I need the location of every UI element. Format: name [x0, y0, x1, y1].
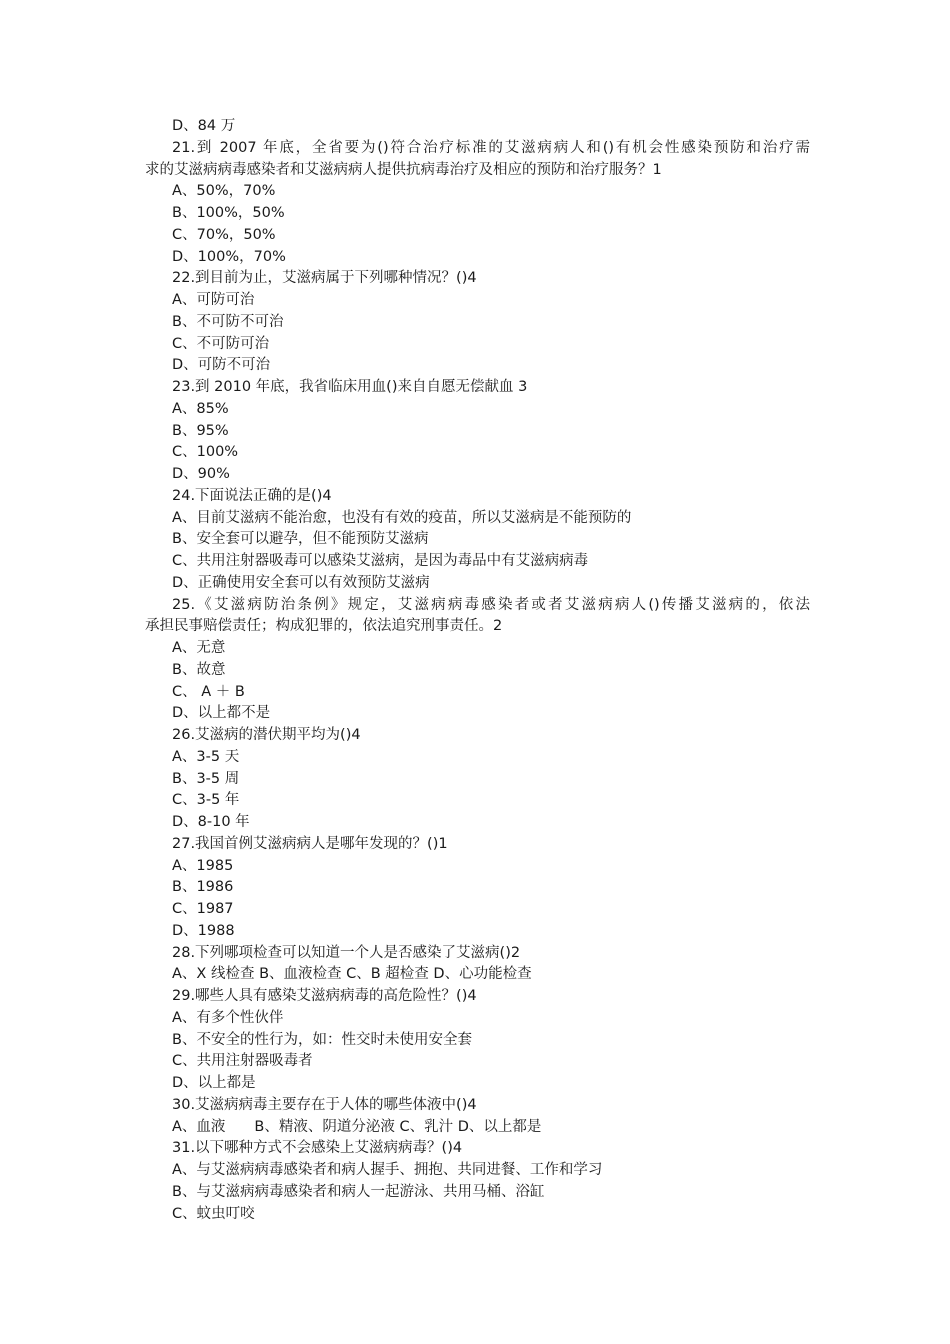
answer-option: C、70%，50%: [172, 226, 276, 243]
question-text: 22.到目前为止，艾滋病属于下列哪种情况？()4: [172, 270, 477, 287]
answer-option: D、100%，70%: [172, 248, 286, 265]
answer-option: C、不可防可治: [172, 335, 270, 352]
answer-option: C、1987: [172, 901, 234, 917]
question-text: 23.到 2010 年底，我省临床用血()来自自愿无偿献血 3: [172, 379, 528, 395]
answer-option: A、1985: [172, 857, 234, 874]
question-text-continuation: 求的艾滋病病毒感染者和艾滋病病人提供抗病毒治疗及相应的预防和治疗服务？1: [145, 161, 662, 178]
question-text: 26.艾滋病的潜伏期平均为()4: [172, 727, 361, 743]
question-text: 30.艾滋病病毒主要存在于人体的哪些体液中()4: [172, 1096, 477, 1113]
answer-option: D、正确使用安全套可以有效预防艾滋病: [172, 574, 430, 591]
answer-option: B、不安全的性行为，如：性交时未使用安全套: [172, 1031, 472, 1048]
answer-option: C、100%: [172, 444, 239, 461]
answer-option: B、95%: [172, 422, 229, 439]
question-text: 24.下面说法正确的是()4: [172, 487, 332, 504]
answer-option: C、共用注射器吸毒可以感染艾滋病，是因为毒品中有艾滋病病毒: [172, 553, 589, 569]
answer-option: B、不可防不可治: [172, 313, 284, 330]
answer-option: C、共用注射器吸毒者: [172, 1053, 313, 1070]
answer-option: B、安全套可以避孕，但不能预防艾滋病: [172, 531, 429, 548]
answer-option: A、50%，70%: [172, 183, 276, 200]
answer-option: D、90%: [172, 466, 230, 482]
answer-option: B、故意: [172, 661, 226, 678]
answer-option: D、以上都不是: [172, 705, 271, 722]
answer-option: C、蚊虫叮咬: [172, 1205, 255, 1222]
document-page: [145, 116, 810, 1225]
question-text: 31.以下哪种方式不会感染上艾滋病病毒？()4: [172, 1140, 463, 1157]
answer-option: B、100%，50%: [172, 205, 285, 221]
answer-option: A、血液 B、精液、阴道分泌液 C、乳汁 D、以上都是: [172, 1118, 542, 1135]
question-text: 27.我国首例艾滋病病人是哪年发现的？()1: [172, 835, 448, 852]
answer-option: A、3-5 天: [172, 748, 240, 765]
question-text: 29.哪些人具有感染艾滋病病毒的高危险性？()4: [172, 988, 477, 1004]
answer-option: B、3-5 周: [172, 770, 240, 787]
answer-option: D、84 万: [172, 118, 236, 134]
answer-option: D、1988: [172, 922, 235, 939]
answer-option: A、85%: [172, 400, 229, 417]
question-text-continuation: 承担民事赔偿责任；构成犯罪的，依法追究刑事责任。2: [145, 618, 503, 635]
answer-option: D、8-10 年: [172, 814, 250, 830]
answer-option: C、3-5 年: [172, 792, 240, 809]
answer-option: A、无意: [172, 640, 226, 656]
answer-option: C、 A ＋ B: [172, 683, 245, 700]
answer-option: A、目前艾滋病不能治愈，也没有有效的疫苗，所以艾滋病是不能预防的: [172, 509, 632, 526]
question-text: 25.《艾滋病防治条例》规定，艾滋病病毒感染者或者艾滋病病人()传播艾滋病的，依法: [172, 596, 810, 613]
answer-option: A、有多个性伙伴: [172, 1009, 284, 1026]
answer-option: B、与艾滋病病毒感染者和病人一起游泳、共用马桶、浴缸: [172, 1183, 545, 1200]
question-text: 28.下列哪项检查可以知道一个人是否感染了艾滋病()2: [172, 944, 521, 961]
answer-option: D、以上都是: [172, 1075, 256, 1091]
answer-option: D、可防不可治: [172, 357, 271, 374]
answer-option: A、与艾滋病病毒感染者和病人握手、拥抱、共同进餐、工作和学习: [172, 1162, 603, 1178]
answer-option: B、1986: [172, 879, 234, 896]
question-text: 21.到 2007 年底，全省要为()符合治疗标准的艾滋病病人和()有机会性感染预防和治疗需: [172, 139, 810, 156]
answer-option: A、X 线检查 B、血液检查 C、B 超检查 D、心功能检查: [172, 966, 532, 983]
answer-option: A、可防可治: [172, 292, 255, 308]
